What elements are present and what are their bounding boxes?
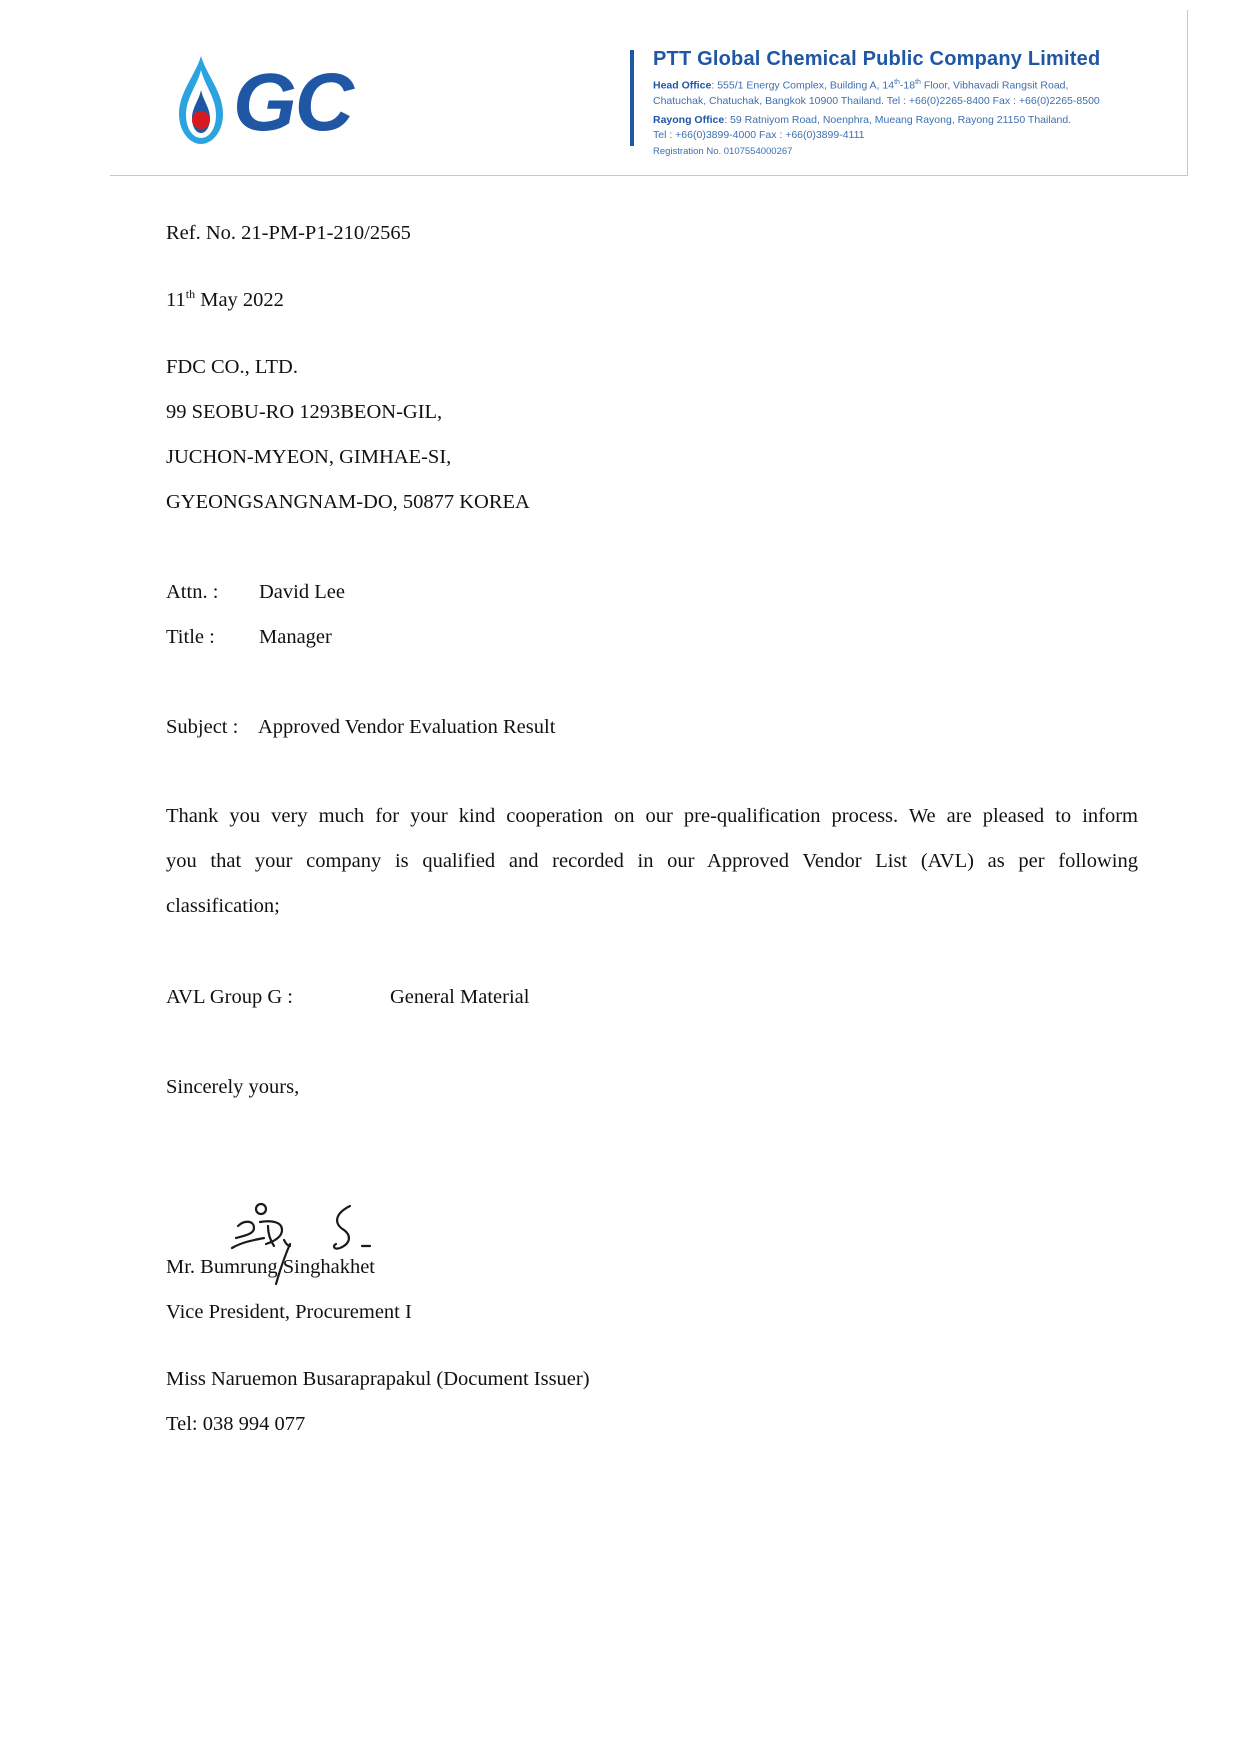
company-info bbox=[653, 48, 1173, 157]
gc-logo bbox=[165, 50, 495, 150]
letter-date: 11th May 2022 bbox=[166, 287, 284, 311]
attn-value: David Lee bbox=[259, 581, 345, 603]
body-line-1: Thank you very much for your kind cooperation on our pre-qualification process. We are pleased to inform bbox=[166, 805, 1138, 827]
flame-drop-icon bbox=[179, 56, 223, 144]
recipient-address-line-2: JUCHON-MYEON, GIMHAE-SI, bbox=[166, 446, 452, 468]
rayong-office-line-2: Tel : +66(0)3899-4000 Fax : +66(0)3899-4111 bbox=[653, 128, 865, 141]
head-office-line-2: Chatuchak, Chatuchak, Bangkok 10900 Thailand. Tel : +66(0)2265-8400 Fax : +66(0)2265-8500 bbox=[653, 94, 1100, 107]
attn-label: Attn. : bbox=[166, 581, 219, 603]
title-line bbox=[166, 625, 332, 649]
subject-label: Subject : bbox=[166, 716, 239, 738]
recipient-address-line-1: 99 SEOBU-RO 1293BEON-GIL, bbox=[166, 401, 443, 423]
signer-name: Mr. Bumrung Singhakhet bbox=[166, 1256, 375, 1278]
body-line-3: classification; bbox=[166, 895, 280, 917]
issuer-phone: Tel: 038 994 077 bbox=[166, 1413, 306, 1435]
signer-title: Vice President, Procurement I bbox=[166, 1301, 412, 1323]
subject-value: Approved Vendor Evaluation Result bbox=[258, 716, 556, 738]
title-label: Title : bbox=[166, 626, 215, 648]
recipient-address-line-3: GYEONGSANGNAM-DO, 50877 KOREA bbox=[166, 491, 530, 513]
recipient-company: FDC CO., LTD. bbox=[166, 356, 298, 378]
rayong-office-line-1: Rayong Office: 59 Ratniyom Road, Noenphra, Mueang Rayong, Rayong 21150 Thailand. bbox=[653, 113, 1072, 126]
closing: Sincerely yours, bbox=[166, 1076, 300, 1098]
attention-line bbox=[166, 580, 345, 604]
head-office-line-1: Head Office: 555/1 Energy Complex, Building A, 14th-18th Floor, Vibhavadi Rangsit Road, bbox=[653, 79, 1069, 92]
logo-text: GC bbox=[233, 57, 352, 148]
avl-group-line bbox=[166, 985, 529, 1009]
body-line-2: you that your company is qualified and recorded in our Approved Vendor List (AVL) as per following bbox=[166, 850, 1138, 872]
handwritten-signature bbox=[220, 1200, 400, 1300]
avl-group-value: General Material bbox=[390, 986, 530, 1008]
letterhead bbox=[110, 10, 1188, 176]
reference-number: Ref. No. 21-PM-P1-210/2565 bbox=[166, 222, 411, 244]
body-paragraph bbox=[166, 794, 1138, 929]
title-value: Manager bbox=[259, 626, 332, 648]
avl-group-label: AVL Group G : bbox=[166, 986, 293, 1008]
company-name: PTT Global Chemical Public Company Limited bbox=[653, 48, 1101, 70]
registration-number: Registration No. 0107554000267 bbox=[653, 145, 793, 157]
letterhead-divider bbox=[630, 50, 634, 146]
document-issuer: Miss Naruemon Busaraprapakul (Document Issuer) bbox=[166, 1368, 590, 1390]
subject-line bbox=[166, 715, 555, 739]
